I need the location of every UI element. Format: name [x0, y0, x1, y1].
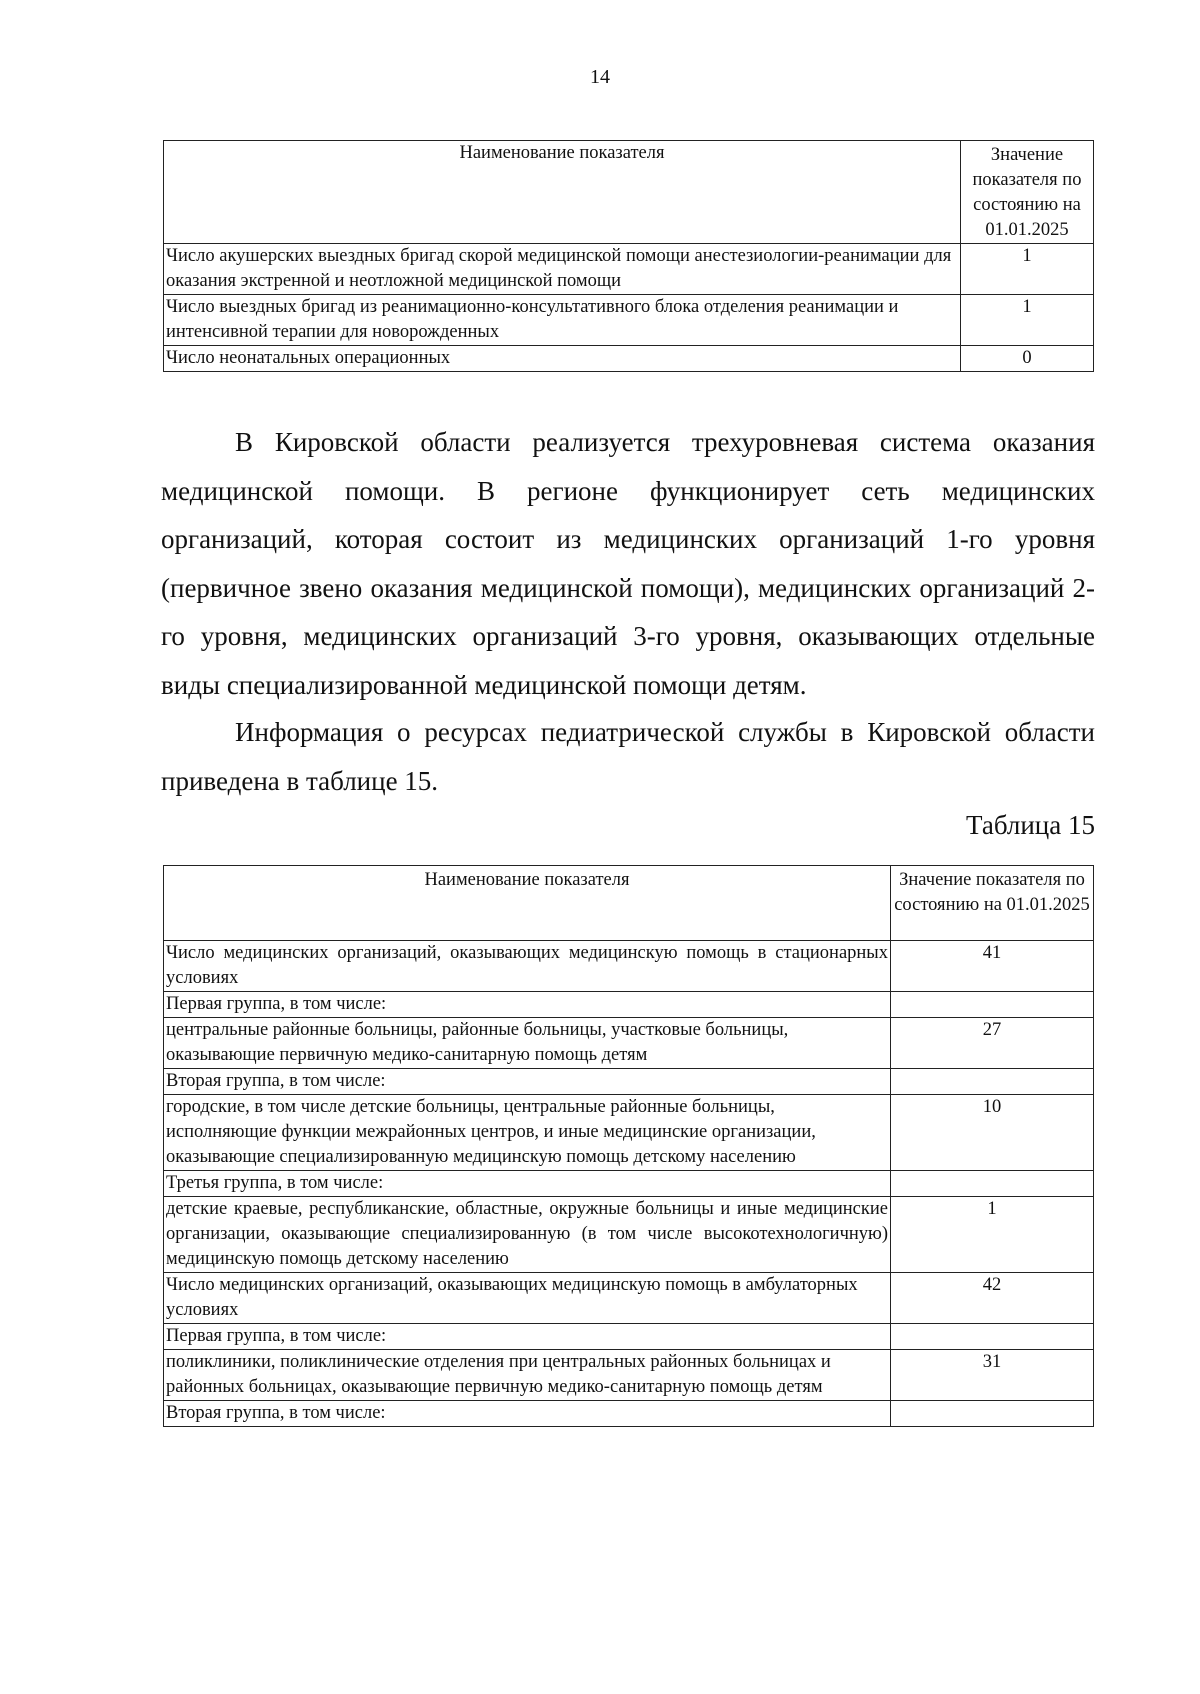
group-label-cell: Первая группа, в том числе:: [164, 1324, 891, 1350]
indicator-name-cell: Число медицинских организаций, оказывающих медицинскую помощь в стационарных условиях: [164, 941, 891, 992]
page-number: 14: [590, 66, 610, 88]
table-row: [164, 1197, 1094, 1273]
indicator-value-cell: [891, 1171, 1094, 1197]
indicator-value-cell: [891, 1401, 1094, 1427]
indicator-name-cell: детские краевые, республиканские, областные, окружные больницы и иные медицинские организации, оказывающие специализированную (в том числе высокотехнологичную) медицинскую помощь детскому населению: [164, 1197, 891, 1273]
table-row: [164, 992, 1094, 1018]
indicator-value-cell: [891, 992, 1094, 1018]
table-row: [164, 295, 1094, 346]
indicator-value-cell: 10: [891, 1095, 1094, 1171]
indicator-name-cell: городские, в том числе детские больницы, центральные районные больницы, исполняющие функции межрайонных центров, и иные медицинские организации, оказывающие специализированную медицинскую помощь детскому населению: [164, 1095, 891, 1171]
table-row: [164, 941, 1094, 992]
indicator-name-cell: Число акушерских выездных бригад скорой медицинской помощи анестезиологии-реанимации для оказания экстренной и неотложной медицинской помощи: [164, 244, 961, 295]
indicator-value-cell: [891, 1069, 1094, 1095]
column-header-indicator-name: Наименование показателя: [164, 866, 891, 941]
indicator-name-cell: Число неонатальных операционных: [164, 346, 961, 372]
table-row: [164, 1018, 1094, 1069]
indicator-value-cell: 31: [891, 1350, 1094, 1401]
indicator-name-cell: поликлиники, поликлинические отделения при центральных районных больницах и районных больницах, оказывающие первичную медико-санитарную помощь детям: [164, 1350, 891, 1401]
table-row: [164, 346, 1094, 372]
indicator-value-cell: 0: [961, 346, 1094, 372]
indicator-name-cell: центральные районные больницы, районные больницы, участковые больницы, оказывающие первичную медико-санитарную помощь детям: [164, 1018, 891, 1069]
indicator-value-cell: 1: [891, 1197, 1094, 1273]
table-row: [164, 1324, 1094, 1350]
indicator-name-cell: Число выездных бригад из реанимационно-консультативного блока отделения реанимации и интенсивной терапии для новорожденных: [164, 295, 961, 346]
column-header-indicator-value: Значение показателя по состоянию на 01.01.2025: [891, 866, 1094, 941]
table-header-row: [164, 866, 1094, 941]
body-paragraph-table-reference: Информация о ресурсах педиатрической службы в Кировской области приведена в таблице 15.: [161, 717, 1095, 796]
column-header-indicator-name: Наименование показателя: [164, 141, 961, 244]
table-row: [164, 244, 1094, 295]
group-label-cell: Вторая группа, в том числе:: [164, 1069, 891, 1095]
indicator-value-cell: 1: [961, 295, 1094, 346]
body-paragraph-system-levels: В Кировской области реализуется трехуровневая система оказания медицинской помощи. В регионе функционирует сеть медицинских организаций, которая состоит из медицинских организаций 1-го уровня (первичное звено оказания медицинской помощи), медицинских организаций 2-го уровня, медицинских организаций 3-го уровня, оказывающих отдельные виды специализированной медицинской помощи детям.: [161, 427, 1095, 700]
column-header-indicator-value: Значение показателя по состоянию на 01.01.2025: [961, 141, 1094, 244]
indicator-name-cell: Число медицинских организаций, оказывающих медицинскую помощь в амбулаторных условиях: [164, 1273, 891, 1324]
indicator-value-cell: 1: [961, 244, 1094, 295]
indicator-value-cell: 27: [891, 1018, 1094, 1069]
indicator-value-cell: 42: [891, 1273, 1094, 1324]
table-header-row: [164, 141, 1094, 244]
table-15-caption: Таблица 15: [966, 810, 1095, 840]
indicator-value-cell: 41: [891, 941, 1094, 992]
table-row: [164, 1273, 1094, 1324]
pediatric-resources-table-15: [163, 865, 1094, 1427]
indicator-value-cell: [891, 1324, 1094, 1350]
table-row: [164, 1095, 1094, 1171]
table-row: [164, 1069, 1094, 1095]
table-row: [164, 1171, 1094, 1197]
indicators-table-14: [163, 140, 1094, 372]
table-row: [164, 1401, 1094, 1427]
group-label-cell: Вторая группа, в том числе:: [164, 1401, 891, 1427]
group-label-cell: Первая группа, в том числе:: [164, 992, 891, 1018]
group-label-cell: Третья группа, в том числе:: [164, 1171, 891, 1197]
table-row: [164, 1350, 1094, 1401]
